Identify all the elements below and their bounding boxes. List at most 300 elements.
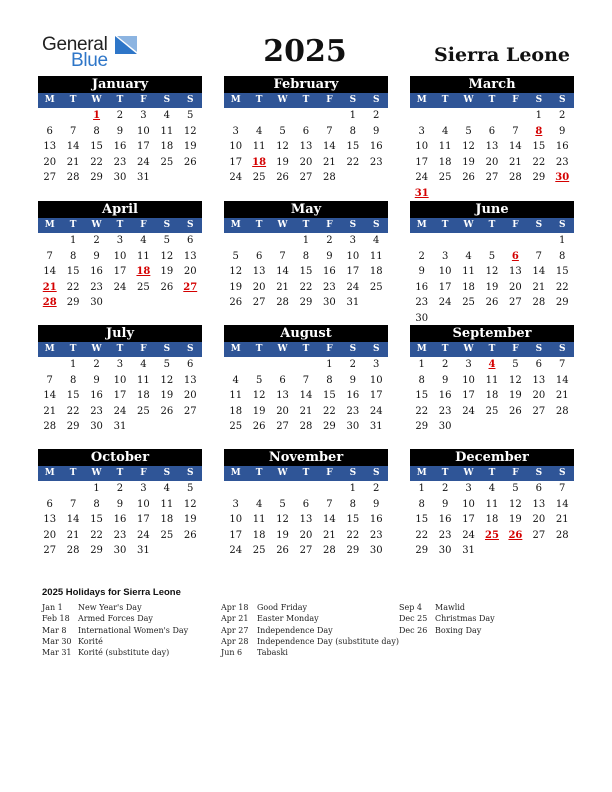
day-cell: 3 [232,125,239,137]
weekday-label: T [302,468,310,478]
day-cell: 19 [183,141,197,152]
week-row [224,264,388,280]
week-row [224,170,388,186]
holiday-date: Dec 26 [399,625,428,635]
day-cell: 26 [183,156,197,168]
day-cell: 31 [346,297,360,308]
day-cell: 25 [160,156,174,168]
day-cell [224,481,247,497]
day-cell: 13 [485,141,499,152]
day-cell: 11 [438,141,452,152]
weekday-label: T [441,468,449,478]
day-cell: 28 [66,545,80,556]
day-cell: 30 [90,297,103,308]
day-cell: 26 [229,297,243,308]
weekday-label: T [488,95,496,105]
month-december [410,449,574,559]
day-cell: 25 [160,529,174,541]
day-cell: 21 [43,405,57,417]
week-row [224,497,388,513]
day-cell: 16 [113,141,127,152]
day-cell [527,233,550,249]
month-january [38,76,202,186]
day-cell: 10 [137,125,150,137]
month-title: August [224,325,388,342]
day-cell: 10 [113,250,127,262]
day-cell: 13 [299,514,313,525]
weekday-label: M [230,468,241,478]
day-cell: 21 [323,156,336,168]
day-cell: 15 [555,266,569,277]
day-cell: 2 [116,483,124,494]
day-cell: 29 [66,421,80,432]
day-cell: 17 [113,390,127,401]
day-cell: 28 [323,545,336,556]
day-cell: 4 [140,359,147,370]
day-cell: 5 [187,483,194,494]
day-cell: 18 [438,156,452,168]
weekday-label: F [140,95,147,105]
holiday-date: Dec 25 [399,614,428,624]
month-title: December [410,449,574,466]
day-cell: 19 [509,390,522,401]
month-title: September [410,325,574,342]
day-cell: 23 [369,156,383,168]
weekday-label: T [69,468,77,478]
weekday-label: W [277,344,288,354]
weekday-label: S [349,468,357,478]
holiday-name: Korité (substitute day) [78,648,170,658]
day-cell: 7 [279,250,286,262]
week-row [410,186,574,202]
week-row [224,139,388,155]
month-title: October [38,449,202,466]
holiday-entry [42,613,188,624]
week-row [224,155,388,171]
day-cell: 10 [462,374,475,386]
day-cell [527,186,550,202]
day-cell: 27 [532,529,546,541]
day-cell: 24 [438,297,452,308]
day-cell [504,311,527,327]
week-row [224,108,388,124]
day-cell: 10 [462,498,475,510]
day-cell: 14 [43,390,57,401]
day-cell [155,170,178,186]
weekday-label: M [230,344,241,354]
day-cell: 27 [43,545,57,556]
day-cell: 3 [232,498,239,510]
day-cell [271,481,294,497]
week-row [410,264,574,280]
day-cell [132,295,155,311]
day-cell: 1 [93,483,100,494]
day-cell: 29 [66,297,80,308]
day-cell: 12 [276,141,289,152]
day-cell: 23 [369,529,383,541]
week-row [38,170,202,186]
day-cell: 25 [137,405,150,417]
holiday-name: Armed Forces Day [78,614,153,624]
day-cell: 20 [532,514,546,525]
day-cell [132,419,155,435]
weekday-label: S [349,220,357,230]
holiday-entry [399,625,495,636]
day-cell [480,186,503,202]
weekday-label: M [230,95,241,105]
week-row [224,419,388,435]
day-cell: 20 [509,281,522,293]
day-cell [38,357,61,373]
weekday-label: S [372,468,380,478]
day-cell: 1 [349,483,356,494]
month-title: February [224,76,388,93]
day-cell: 5 [232,250,239,262]
day-cell: 10 [415,141,429,152]
month-title: June [410,201,574,218]
day-cell: 13 [532,498,546,510]
day-cell: 26 [485,297,499,308]
weekday-label: S [349,344,357,354]
day-cell: 8 [418,498,425,510]
day-cell: 28 [43,421,57,432]
week-row [224,124,388,140]
holiday-date: Mar 8 [42,625,67,635]
weekday-label: T [302,344,310,354]
day-cell [504,186,527,202]
day-cell: 24 [137,529,150,541]
day-cell: 7 [326,498,333,510]
day-cell [365,170,388,186]
weekday-header [224,93,388,108]
day-cell: 7 [302,374,310,386]
holiday-entry [221,613,399,624]
day-cell: 2 [349,359,356,370]
day-cell: 2 [418,250,425,262]
day-cell: 3 [116,359,124,370]
day-cell: 30 [438,545,452,556]
day-cell [527,543,550,559]
day-cell: 21 [323,529,336,541]
day-cell [504,543,527,559]
month-title: May [224,201,388,218]
day-cell [410,233,433,249]
day-cell: 5 [512,483,519,494]
day-cell: 25 [438,172,452,183]
weekday-label: S [558,220,566,230]
day-cell: 28 [299,421,313,432]
day-cell: 10 [137,498,150,510]
weekday-label: T [69,95,77,105]
weekday-label: T [488,468,496,478]
day-cell [179,170,202,186]
day-cell: 29 [555,297,569,308]
holiday-date: Apr 21 [221,614,249,624]
day-cell: 8 [349,498,356,510]
day-cell: 24 [113,405,127,417]
day-cell: 3 [418,125,425,137]
day-cell: 23 [113,529,127,541]
holiday-entry [42,625,188,636]
day-cell [61,108,84,124]
day-cell: 9 [373,125,380,137]
week-row [410,357,574,373]
day-cell: 28 [532,297,546,308]
day-cell: 11 [485,374,499,386]
day-cell: 1 [349,110,356,121]
day-cell: 30 [438,421,452,432]
month-april [38,201,202,311]
week-row [224,481,388,497]
day-cell: 25 [252,545,266,556]
day-cell: 11 [229,390,243,401]
day-cell: 31 [137,545,150,556]
day-cell: 4 [255,125,263,137]
day-cell: 22 [415,529,429,541]
weekday-header [410,466,574,481]
day-cell [480,543,503,559]
day-cell: 4 [441,125,449,137]
day-cell: 23 [438,405,452,417]
day-cell [433,186,456,202]
day-cell: 10 [369,374,383,386]
day-cell: 1 [69,359,77,370]
week-row [38,497,202,513]
holiday-day-cell: 30 [555,172,570,183]
day-cell: 25 [252,172,266,183]
day-cell: 27 [43,172,57,183]
weekday-label: F [140,220,147,230]
day-cell: 5 [512,359,519,370]
day-cell [457,233,480,249]
day-cell: 21 [532,281,546,293]
day-cell: 24 [137,156,150,168]
week-row [38,528,202,544]
day-cell: 9 [93,250,100,262]
day-cell: 21 [555,390,569,401]
weekday-label: S [535,220,543,230]
holiday-name: Tabaski [257,648,288,658]
day-cell: 23 [90,281,103,293]
day-cell: 8 [93,498,100,510]
day-cell: 14 [66,514,80,525]
day-cell: 1 [418,483,425,494]
week-row [410,373,574,389]
holiday-entry [42,647,188,658]
day-cell: 17 [415,156,429,168]
day-cell: 12 [509,374,522,386]
day-cell: 29 [415,421,429,432]
weekday-label: F [326,344,333,354]
day-cell [247,233,270,249]
day-cell: 7 [559,483,566,494]
day-cell [457,186,480,202]
day-cell: 19 [183,514,197,525]
week-row [410,249,574,265]
day-cell: 16 [415,281,429,293]
holiday-day-cell: 27 [183,281,198,293]
weekday-label: M [44,220,55,230]
day-cell: 14 [276,266,289,277]
day-cell: 22 [532,156,546,168]
weekday-label: W [91,95,102,105]
day-cell [155,543,178,559]
holiday-date: Mar 31 [42,648,72,658]
week-row [410,233,574,249]
weekday-label: M [230,220,241,230]
day-cell: 13 [43,141,57,152]
day-cell: 9 [326,250,333,262]
day-cell: 17 [346,266,360,277]
day-cell: 27 [276,421,289,432]
weekday-header [38,218,202,233]
day-cell: 16 [323,266,336,277]
day-cell: 13 [183,250,197,262]
day-cell: 27 [509,297,522,308]
day-cell: 9 [116,498,124,510]
day-cell: 16 [369,514,383,525]
day-cell: 14 [509,141,522,152]
day-cell: 1 [69,235,77,246]
weekday-label: S [163,220,171,230]
day-cell [341,170,364,186]
day-cell: 28 [555,529,569,541]
week-row [38,404,202,420]
day-cell: 8 [418,374,425,386]
day-cell: 25 [229,421,243,432]
weekday-label: F [512,95,519,105]
weekday-label: T [116,95,124,105]
holiday-date: Jan 1 [42,603,63,612]
day-cell: 17 [137,141,150,152]
day-cell [224,357,247,373]
holiday-date: Mar 30 [42,636,72,646]
week-row [38,388,202,404]
weekday-label: S [186,95,194,105]
day-cell: 22 [299,281,313,293]
weekday-label: W [91,468,102,478]
holiday-day-cell: 26 [508,529,523,541]
week-row [224,512,388,528]
week-row [410,170,574,186]
day-cell: 6 [535,359,542,370]
day-cell: 7 [46,374,53,386]
day-cell: 15 [66,266,80,277]
weekday-label: T [116,344,124,354]
holiday-name: Mawlid [435,603,466,612]
weekday-label: S [163,344,171,354]
holiday-entry [42,602,188,613]
day-cell: 26 [160,405,174,417]
day-cell: 1 [302,235,310,246]
page-title-year: 2025 [263,34,347,69]
day-cell: 6 [302,125,310,137]
day-cell: 8 [349,125,356,137]
day-cell: 9 [93,374,100,386]
month-title: April [38,201,202,218]
day-cell: 12 [485,266,499,277]
day-cell [457,108,480,124]
day-cell: 6 [187,235,194,246]
day-cell: 11 [485,498,499,510]
day-cell: 15 [346,514,360,525]
day-cell: 2 [441,483,449,494]
day-cell: 6 [488,125,496,137]
day-cell: 10 [438,266,452,277]
day-cell [480,108,503,124]
country-name: Sierra Leone [434,44,570,66]
day-cell [38,481,61,497]
day-cell: 7 [535,250,542,262]
day-cell: 22 [90,529,103,541]
day-cell: 4 [163,110,170,121]
day-cell: 27 [532,405,546,417]
day-cell [179,295,202,311]
day-cell: 5 [255,374,263,386]
day-cell: 28 [66,172,80,183]
day-cell: 14 [43,266,57,277]
logo-flag-icon [115,36,137,54]
day-cell [480,233,503,249]
day-cell: 3 [140,483,147,494]
day-cell: 14 [299,390,313,401]
day-cell [504,419,527,435]
day-cell: 2 [326,235,333,246]
weekday-header [410,218,574,233]
day-cell [61,481,84,497]
day-cell: 9 [559,125,566,137]
day-cell: 22 [90,156,103,168]
day-cell [294,108,317,124]
month-title: March [410,76,574,93]
day-cell: 6 [46,498,53,510]
week-row [38,249,202,265]
weekday-label: S [186,220,194,230]
day-cell: 29 [90,172,103,183]
day-cell [247,108,270,124]
day-cell [457,311,480,327]
week-row [410,419,574,435]
day-cell: 6 [279,374,286,386]
day-cell: 6 [46,125,53,137]
weekday-label: T [488,220,496,230]
day-cell [318,481,341,497]
weekday-label: W [463,468,474,478]
day-cell: 3 [349,235,356,246]
holiday-day-cell: 1 [93,110,101,121]
day-cell: 7 [326,125,333,137]
day-cell: 13 [299,141,313,152]
day-cell: 22 [66,281,80,293]
holidays-column [221,602,399,658]
weekday-label: S [535,468,543,478]
day-cell: 17 [438,281,452,293]
day-cell: 26 [183,529,197,541]
month-may [224,201,388,311]
weekday-label: T [116,468,124,478]
weekday-label: T [488,344,496,354]
week-row [410,388,574,404]
day-cell: 12 [462,141,475,152]
holiday-date: Feb 18 [42,614,70,624]
day-cell: 22 [323,405,336,417]
day-cell: 7 [512,125,519,137]
day-cell: 5 [488,250,496,262]
weekday-label: W [277,95,288,105]
day-cell: 2 [373,110,380,121]
weekday-label: S [372,344,380,354]
day-cell [551,186,574,202]
